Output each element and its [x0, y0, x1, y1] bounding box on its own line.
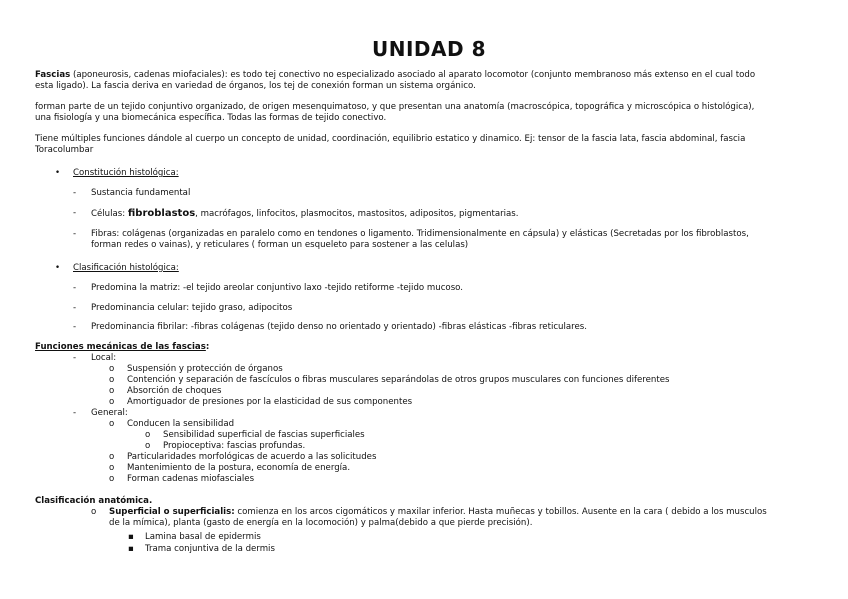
dash-icon: - [73, 229, 77, 239]
dash-icon: - [73, 303, 77, 313]
dash-icon: - [73, 353, 77, 363]
funciones-colon: : [205, 342, 210, 352]
general-subitem: Sensibilidad superficial de fascias superficiales [163, 430, 365, 440]
para3-line-2: Toracolumbar [35, 145, 94, 155]
circle-bullet-icon: o [109, 375, 115, 385]
general-item: Particularidades morfológicas de acuerdo a las solicitudes [127, 452, 377, 462]
general-label: General: [91, 408, 128, 418]
local-item: Absorción de choques [127, 386, 222, 396]
dash-icon: - [73, 208, 77, 218]
general-item: Mantenimiento de la postura, economía de energía. [127, 463, 351, 473]
celulas-label: Células: [91, 209, 128, 219]
bullet-icon: • [55, 168, 61, 178]
general-item: Forman cadenas miofasciales [127, 474, 255, 484]
funciones-heading: Funciones mecánicas de las fascias [35, 342, 206, 352]
square-bullet-icon: ▪ [128, 532, 134, 542]
intro-line-2: esta ligado). La fascia deriva en variedad de órganos, los tej de conexión forman un sistema orgánico. [35, 81, 476, 91]
circle-bullet-icon: o [109, 364, 115, 374]
intro-line-1-text: (aponeurosis, cadenas miofaciales): es todo tej conectivo no especializado asociado al aparato locomotor (conjunto membranoso más extenso en el cual todo [70, 70, 756, 80]
funciones-heading-row [35, 342, 209, 353]
superficial-subitem: Lamina basal de epidermis [145, 532, 261, 542]
superficial-subitem: Trama conjuntiva de la dermis [145, 544, 275, 554]
dash-icon: - [73, 188, 77, 198]
clasificacion-item-1: Predomina la matriz: -el tejido areolar conjuntivo laxo -tejido retiforme -tejido mucoso. [91, 283, 464, 293]
circle-bullet-icon: o [145, 441, 151, 451]
page-title: UNIDAD 8 [372, 37, 486, 61]
circle-bullet-icon: o [91, 507, 97, 517]
superficial-term: Superficial o superficialis: [109, 507, 235, 517]
clasificacion-item-2: Predominancia celular: tejido graso, adipocitos [91, 303, 293, 313]
constitucion-item-2 [91, 208, 518, 220]
local-item: Contención y separación de fascículos o fibras musculares separándolas de otros grupos musculares con funciones diferentes [127, 375, 670, 385]
superficial-line-1 [109, 507, 767, 518]
circle-bullet-icon: o [145, 430, 151, 440]
constitucion-heading: Constitución histológica: [73, 168, 179, 178]
celulas-list: , macrófagos, linfocitos, plasmocitos, mastositos, adipositos, pigmentarias. [195, 209, 519, 219]
circle-bullet-icon: o [109, 474, 115, 484]
general-item: Conducen la sensibilidad [127, 419, 235, 429]
circle-bullet-icon: o [109, 463, 115, 473]
clasificacion-item-3: Predominancia fibrilar: -fibras colágenas (tejido denso no orientado y orientado) -fibras elásticas -fibras reticulares. [91, 322, 587, 332]
square-bullet-icon: ▪ [128, 544, 134, 554]
intro-line-1 [35, 70, 755, 81]
superficial-line-2: de la mímica), planta (gasto de energía en la locomoción) y palma(debido a que pierde precisión). [109, 518, 533, 528]
constitucion-item-3-line-2: forman redes o vainas), y reticulares ( forman un esqueleto para sostener a las celulas) [91, 240, 469, 250]
circle-bullet-icon: o [109, 419, 115, 429]
constitucion-item-1: Sustancia fundamental [91, 188, 191, 198]
circle-bullet-icon: o [109, 452, 115, 462]
para3-line-1: Tiene múltiples funciones dándole al cuerpo un concepto de unidad, coordinación, equilibrio estatico y dinamico. Ej: tensor de la fascia lata, fascia abdominal, fascia [35, 134, 746, 144]
superficial-text: comienza en los arcos cigomáticos y maxilar inferior. Hasta muñecas y tobillos. Ausente en la cara ( debido a los musculos [234, 507, 767, 517]
dash-icon: - [73, 283, 77, 293]
fascias-term: Fascias [35, 70, 71, 80]
local-item: Amortiguador de presiones por la elasticidad de sus componentes [127, 397, 413, 407]
dash-icon: - [73, 408, 77, 418]
constitucion-item-3-line-1: Fibras: colágenas (organizadas en paralelo como en tendones o ligamento. Tridimensionalmente en cápsula) y elásticas (Secretadas por los fibroblastos, [91, 229, 749, 239]
circle-bullet-icon: o [109, 386, 115, 396]
bullet-icon: • [55, 263, 61, 273]
clasificacion-histologica-heading: Clasificación histológica: [73, 263, 179, 273]
local-item: Suspensión y protección de órganos [127, 364, 283, 374]
para2-line-2: una fisiología y una biomecánica específica. Todas las formas de tejido conectivo. [35, 113, 387, 123]
fibroblastos-term: fibroblastos [127, 208, 196, 219]
dash-icon: - [73, 322, 77, 332]
anatomica-heading: Clasificación anatómica. [35, 496, 153, 506]
local-label: Local: [91, 353, 117, 363]
general-subitem: Propioceptiva: fascias profundas. [163, 441, 306, 451]
para2-line-1: forman parte de un tejido conjuntivo organizado, de origen mesenquimatoso, y que presentan una anatomía (macroscópica, topográfica y microscópica o histológica), [35, 102, 755, 112]
circle-bullet-icon: o [109, 397, 115, 407]
